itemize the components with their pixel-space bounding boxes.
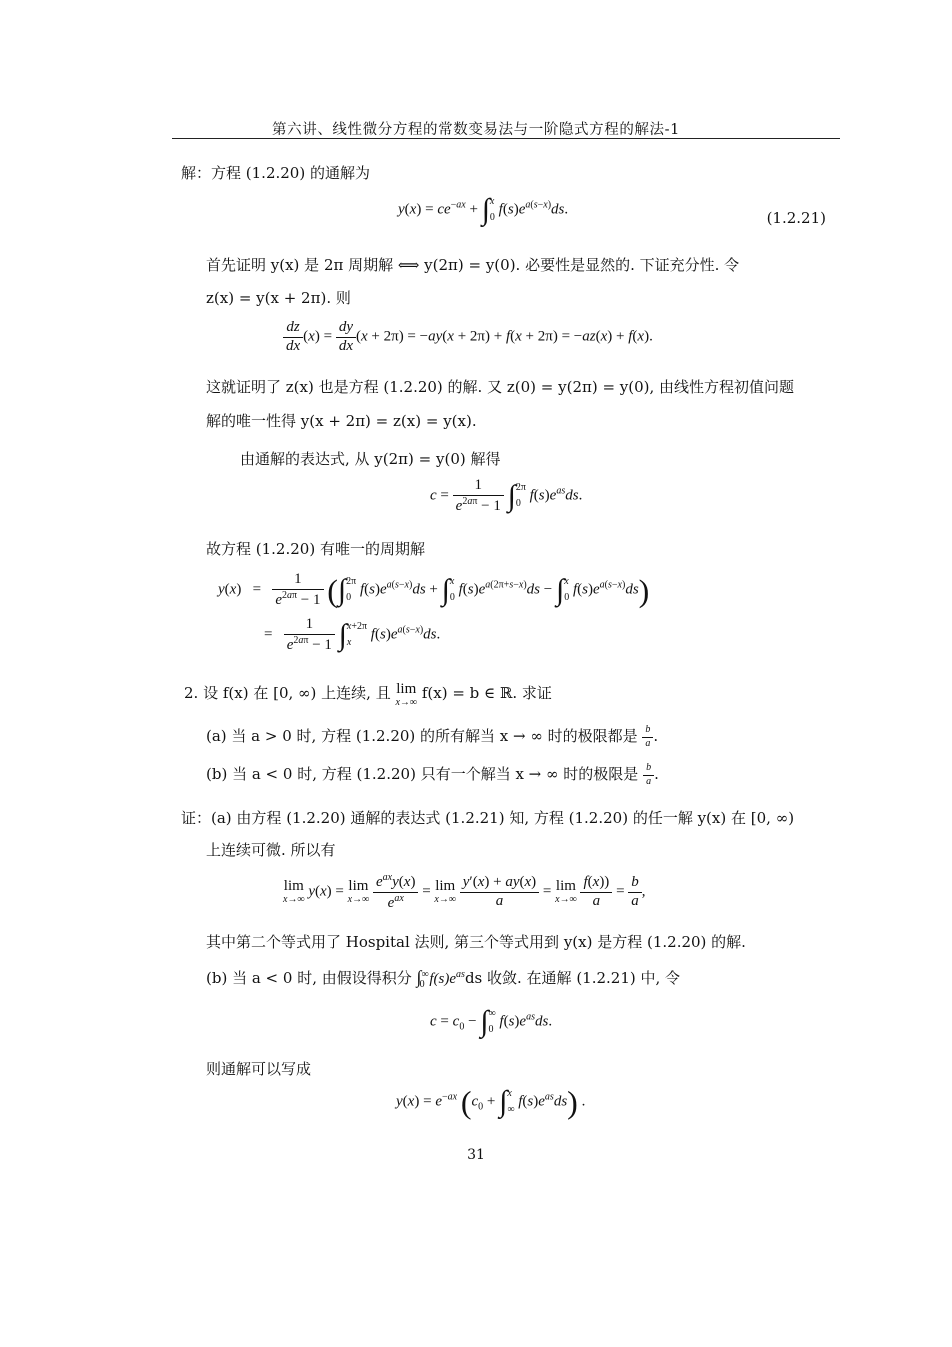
paragraph-line: 由通解的表达式, 从 y(2π) = y(0) 解得 (240, 450, 501, 468)
running-header: 第六讲、线性微分方程的常数变易法与一阶隐式方程的解法-1 (272, 122, 680, 138)
constant-c0-equation: $c = c_0$ − ∫∞ 0 $f(s)e^{as}ds$. (430, 1005, 553, 1038)
part-b-text: (b) 当 a < 0 时, 方程 (1.2.20) 只有一个解当 x → ∞ 时的极限是 (206, 765, 639, 783)
proof-intro (181, 807, 794, 828)
problem-2-part-b: (b) 当 a < 0 时, 方程 (1.2.20) 只有一个解当 x → ∞ 时的极限是 $\frac{b}{a}$ . (206, 762, 659, 787)
paragraph-line: 则通解可以写成 (206, 1060, 312, 1078)
equation-number: (1.2.21) (766, 209, 826, 227)
periodic-solution-line-2: = $\frac{1}{e^{2a\pi} - 1}$ ∫x+2π x $f(s)e^{a(s-x)}ds$. (264, 616, 441, 653)
solution-intro (181, 162, 370, 183)
part-a-text: (a) 当 a > 0 时, 方程 (1.2.20) 的所有解当 x → ∞ 时的极限都是 (206, 727, 638, 745)
problem-text: f(x) = b ∈ ℝ. 求证 (421, 684, 552, 702)
paragraph-line: 其中第二个等式用了 Hospital 法则, 第三个等式用到 y(x) 是方程 (1.2.20) 的解. (206, 933, 746, 951)
problem-text: 设 f(x) 在 [0, ∞) 上连续, 且 (203, 684, 391, 702)
equation-1-2-21: $y(x) = ce^{-ax} + \int x$ 0 $f(s)e^{a(s-x)}ds$. (398, 193, 569, 226)
paragraph-line: z(x) = y(x + 2π). 则 (206, 289, 351, 307)
problem-2-part-a: (a) 当 a > 0 时, 方程 (1.2.20) 的所有解当 x → ∞ 时的极限都是 $\frac{b}{a}$ . (206, 724, 659, 749)
paragraph-line: 首先证明 y(x) 是 2π 周期解 ⟺ y(2π) = y(0). 必要性是显然的. 下证充分性. 令 (206, 256, 740, 274)
text-run: f(s)e (429, 971, 457, 987)
text-run: ds 收敛. 在通解 (1.2.21) 中, 令 (464, 969, 681, 987)
solution-label: 解 (181, 164, 197, 182)
paragraph-line: 上连续可微. 所以有 (206, 841, 336, 859)
page-number: 31 (467, 1147, 485, 1163)
paragraph-line: 这就证明了 z(x) 也是方程 (1.2.20) 的解. 又 z(0) = y(2π) = y(0), 由线性方程初值问题 (206, 378, 795, 396)
proof-label: 证 (181, 809, 197, 827)
general-solution-equation: $y(x) = e^{-ax}$ ($c_0 + \int x$ ∞ $f(s)e^{as}ds$) . (396, 1084, 586, 1120)
derivative-equation: $\frac{dz}{dx}$ (x) = $\frac{dy}{dx}$ (x + 2π) = −ay(x + 2π) + f(x + 2π) = −az(x) + f(x). (283, 320, 653, 355)
text-run: (b) 当 a < 0 时, 由假设得积分 (206, 969, 412, 987)
paragraph-line: (b) 当 a < 0 时, 由假设得积分 $\int^\infty_0$ $f(s)e^{as}ds$ 收敛. 在通解 (1.2.21) 中, 令 (206, 967, 681, 990)
problem-number: 2. (184, 684, 199, 702)
proof-text: ：(a) 由方程 (1.2.20) 通解的表达式 (1.2.21) 知, 方程 (1.2.20) 的任一解 y(x) 在 [0, ∞) (196, 809, 795, 827)
paragraph-line: 解的唯一性得 y(x + 2π) = z(x) = y(x). (206, 412, 477, 430)
header-rule (172, 138, 840, 139)
solution-intro-text: ：方程 (1.2.20) 的通解为 (196, 164, 370, 182)
paragraph-line: 故方程 (1.2.20) 有唯一的周期解 (206, 540, 425, 558)
constant-c-equation: c = $\frac{1}{e^{2a\pi} - 1}$ ∫2π 0 $f(s)e^{as}ds$. (430, 477, 583, 514)
problem-2-statement: 2. 设 f(x) 在 [0, ∞) 上连续, 且 lim x→∞ f(x) = b ∈ ℝ. 求证 (184, 681, 552, 708)
periodic-solution-line-1: y(x) = $\frac{1}{e^{2a\pi} - 1}$ (∫2π 0 $f(s)e^{a(s-x)}ds + \int x$ 0 $f(s)e^{a(2\pi+s-x)}ds - \int x$ 0 $f(s)e^{a(s-x)}ds$) (218, 571, 650, 609)
limit-equation: lim x→∞ y(x) = lim x→∞ $\frac{e^{ax}y(x)}{e^{ax}}$ = lim x→∞ $\frac{y'(x) + ay(x)}{a}$ = lim x→∞ $\frac{f(x))}{a}$ = $\frac{b}{a}$ , (283, 872, 646, 911)
